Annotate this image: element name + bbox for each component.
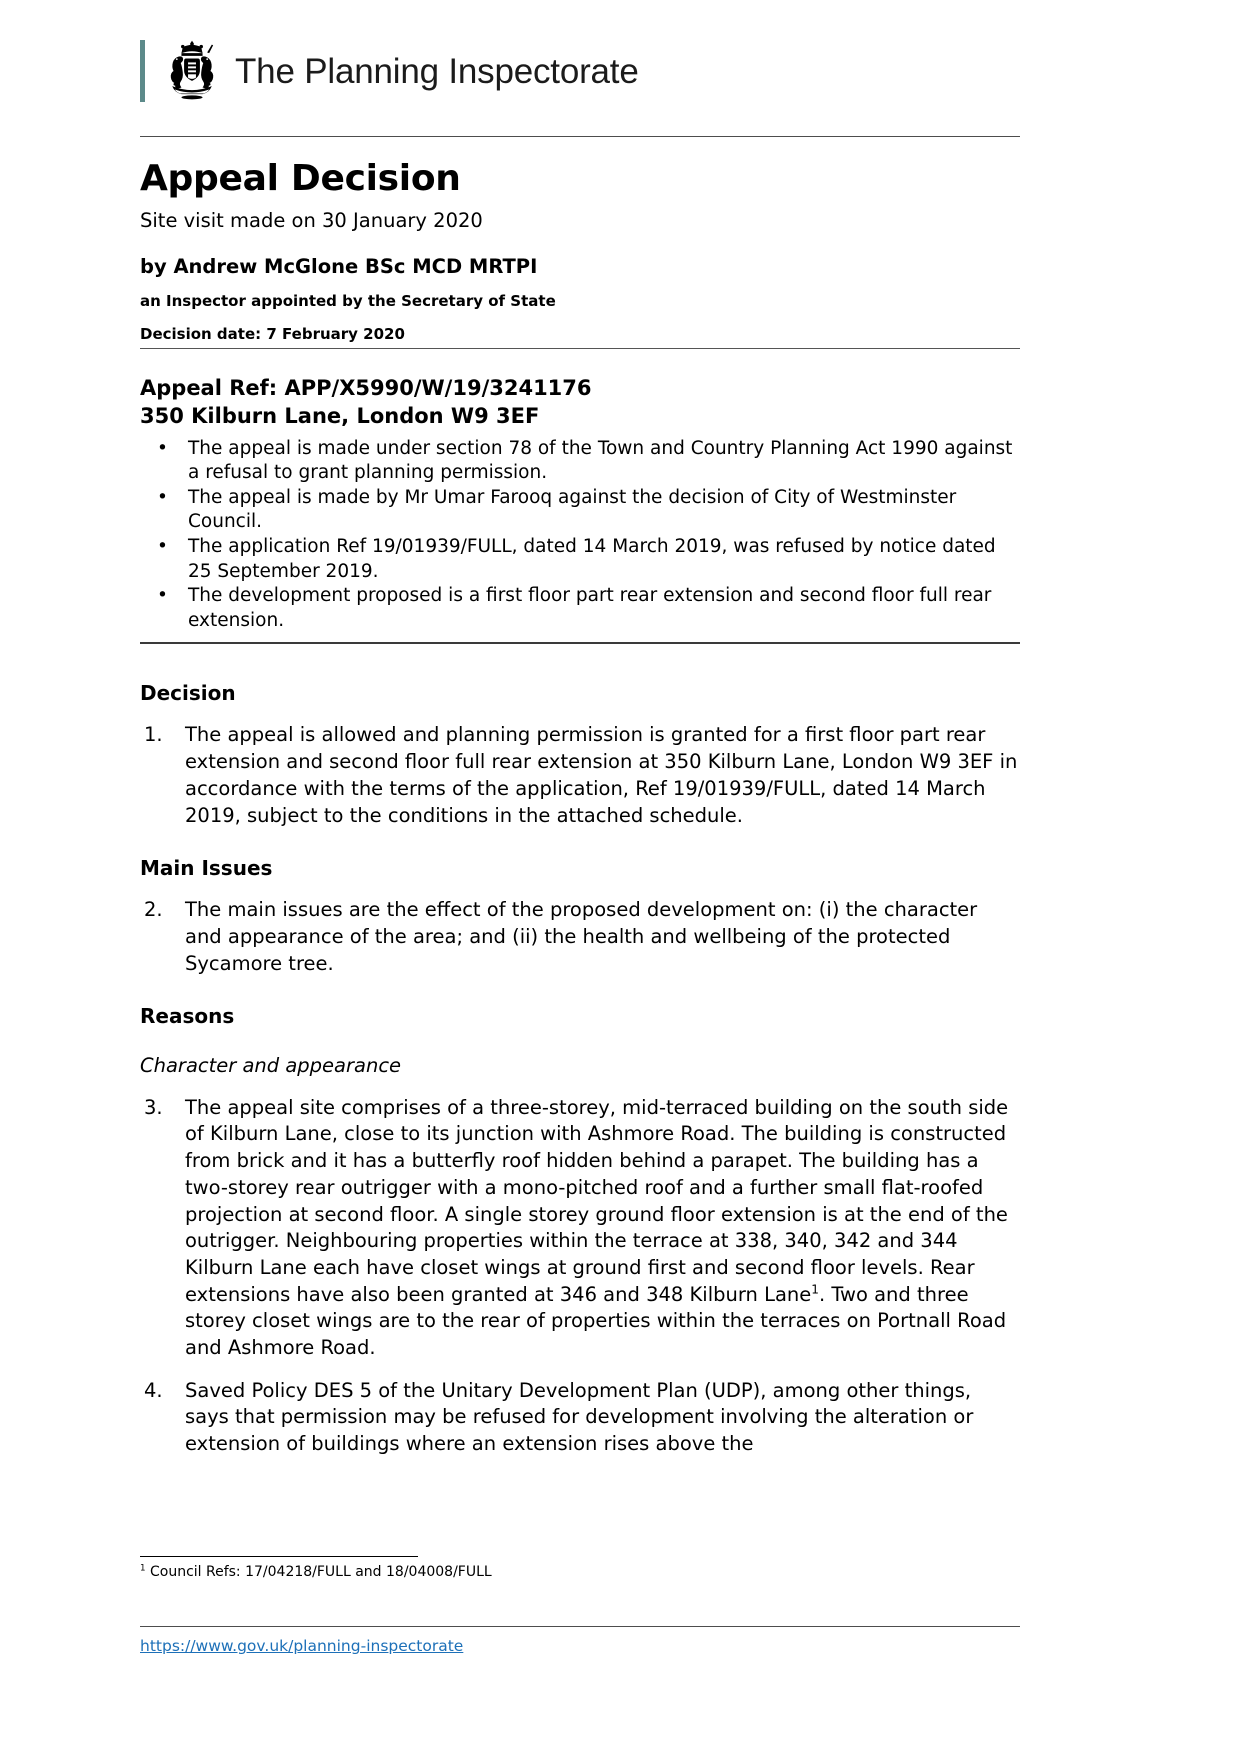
bullet-marker-icon: •	[157, 585, 168, 607]
paragraph-text-part-a: The appeal site comprises of a three-storey, mid-terraced building on the south side of Kilburn Lane, close to its junction with Ashmore Road. The building is constructed from brick and it has a butterfly roof hidden behind a parapet. The building has a two-storey rear outrigger with a mono-pitched roof and a further small flat-roofed projection at second floor. A single storey ground floor extension is at the end of the outrigger. Neighbouring properties within the terrace at 338, 340, 342 and 344 Kilburn Lane each have closet wings at ground first and second floor levels. Rear extensions have also been granted at 346 and 348 Kilburn Lane	[185, 1095, 1009, 1306]
paragraph-2	[140, 897, 1020, 977]
accent-bar	[140, 40, 145, 102]
bullet-marker-icon: •	[157, 486, 168, 508]
paragraph-number: 3.	[144, 1095, 163, 1119]
list-item-text: The appeal is made under section 78 of the Town and Country Planning Act 1990 against a refusal to grant planning permission.	[188, 437, 1013, 484]
footnote-1	[140, 1563, 1020, 1581]
paragraph-text: Saved Policy DES 5 of the Unitary Development Plan (UDP), among other things, says that permission may be refused for development involving the alteration or extension of buildings where an extension rises above the	[185, 1378, 974, 1456]
paragraph-text: The main issues are the effect of the proposed development on: (i) the character and appearance of the area; and (ii) the health and wellbeing of the protected Sycamore tree.	[185, 898, 978, 975]
decision-date: Decision date: 7 February 2020	[140, 325, 405, 344]
royal-coat-of-arms-crest-icon	[159, 38, 225, 104]
list-item	[140, 486, 1020, 535]
footnote-text: Council Refs: 17/04218/FULL and 18/04008/FULL	[145, 1564, 492, 1580]
list-item-text: The application Ref 19/01939/FULL, dated 14 March 2019, was refused by notice dated 25 September 2019.	[188, 536, 996, 582]
paragraph-number: 2.	[144, 898, 163, 922]
heading-reasons: Reasons	[140, 1004, 235, 1029]
footer-separator-rule	[140, 1626, 1020, 1627]
subheading-character-and-appearance: Character and appearance	[140, 1054, 402, 1078]
paragraph-text: The appeal is allowed and planning permission is granted for a first floor part rear extension and second floor full rear extension at 350 Kilburn Lane, London W9 3EF in accordance with the terms of the application, Ref 19/01939/FULL, dated 14 March 2019, subject to the conditions in the attached schedule.	[185, 723, 1018, 827]
paragraph-text-part-b: . Two and three storey closet wings are to the rear of properties within the terraces on Portnall Road and Ashmore Road.	[185, 1282, 1007, 1360]
paragraph-4	[140, 1378, 1020, 1458]
appeal-address: 350 Kilburn Lane, London W9 3EF	[140, 403, 540, 428]
list-item-text: The development proposed is a first floor part rear extension and second floor full rear extension.	[188, 585, 992, 631]
footnote-block	[140, 1556, 1020, 1581]
list-item	[140, 584, 1020, 633]
footnote-reference-marker[interactable]: 1	[811, 1282, 819, 1297]
decision-date-underline-rule	[140, 348, 1020, 349]
bullet-marker-icon: •	[157, 536, 168, 558]
paragraph-3	[140, 1095, 1020, 1362]
paragraph-number: 4.	[144, 1378, 163, 1402]
inspector-appointment: an Inspector appointed by the Secretary of State	[140, 292, 556, 311]
heading-decision: Decision	[140, 681, 236, 706]
site-visit-date: Site visit made on 30 January 2020	[140, 208, 483, 232]
masthead	[140, 0, 1020, 91]
bullet-marker-icon: •	[157, 437, 168, 459]
list-item	[140, 437, 1020, 486]
page-title: Appeal Decision	[140, 158, 461, 199]
appeal-block-divider-rule	[140, 642, 1020, 644]
planning-inspectorate-url-link[interactable]: https://www.gov.uk/planning-inspectorate	[140, 1637, 464, 1655]
list-item-text: The appeal is made by Mr Umar Farooq against the decision of City of Westminster Council.	[188, 486, 957, 533]
appeal-facts-list	[140, 437, 1020, 634]
decision-body	[140, 680, 1020, 1457]
footnote-separator-rule	[140, 1556, 418, 1557]
paragraph-1	[140, 722, 1020, 829]
appeal-ref: Appeal Ref: APP/X5990/W/19/3241176	[140, 375, 592, 400]
inspector-name: by Andrew McGlone BSc MCD MRTPI	[140, 254, 538, 278]
page-footer	[140, 1626, 1020, 1655]
header-divider-rule	[140, 136, 1020, 137]
heading-main-issues: Main Issues	[140, 856, 273, 881]
masthead-title: The Planning Inspectorate	[235, 51, 639, 91]
page-content	[140, 0, 1020, 1458]
list-item	[140, 535, 1020, 584]
footnote-marker: 1	[140, 1563, 146, 1574]
paragraph-number: 1.	[144, 723, 163, 747]
appeal-reference-block	[140, 375, 1020, 634]
